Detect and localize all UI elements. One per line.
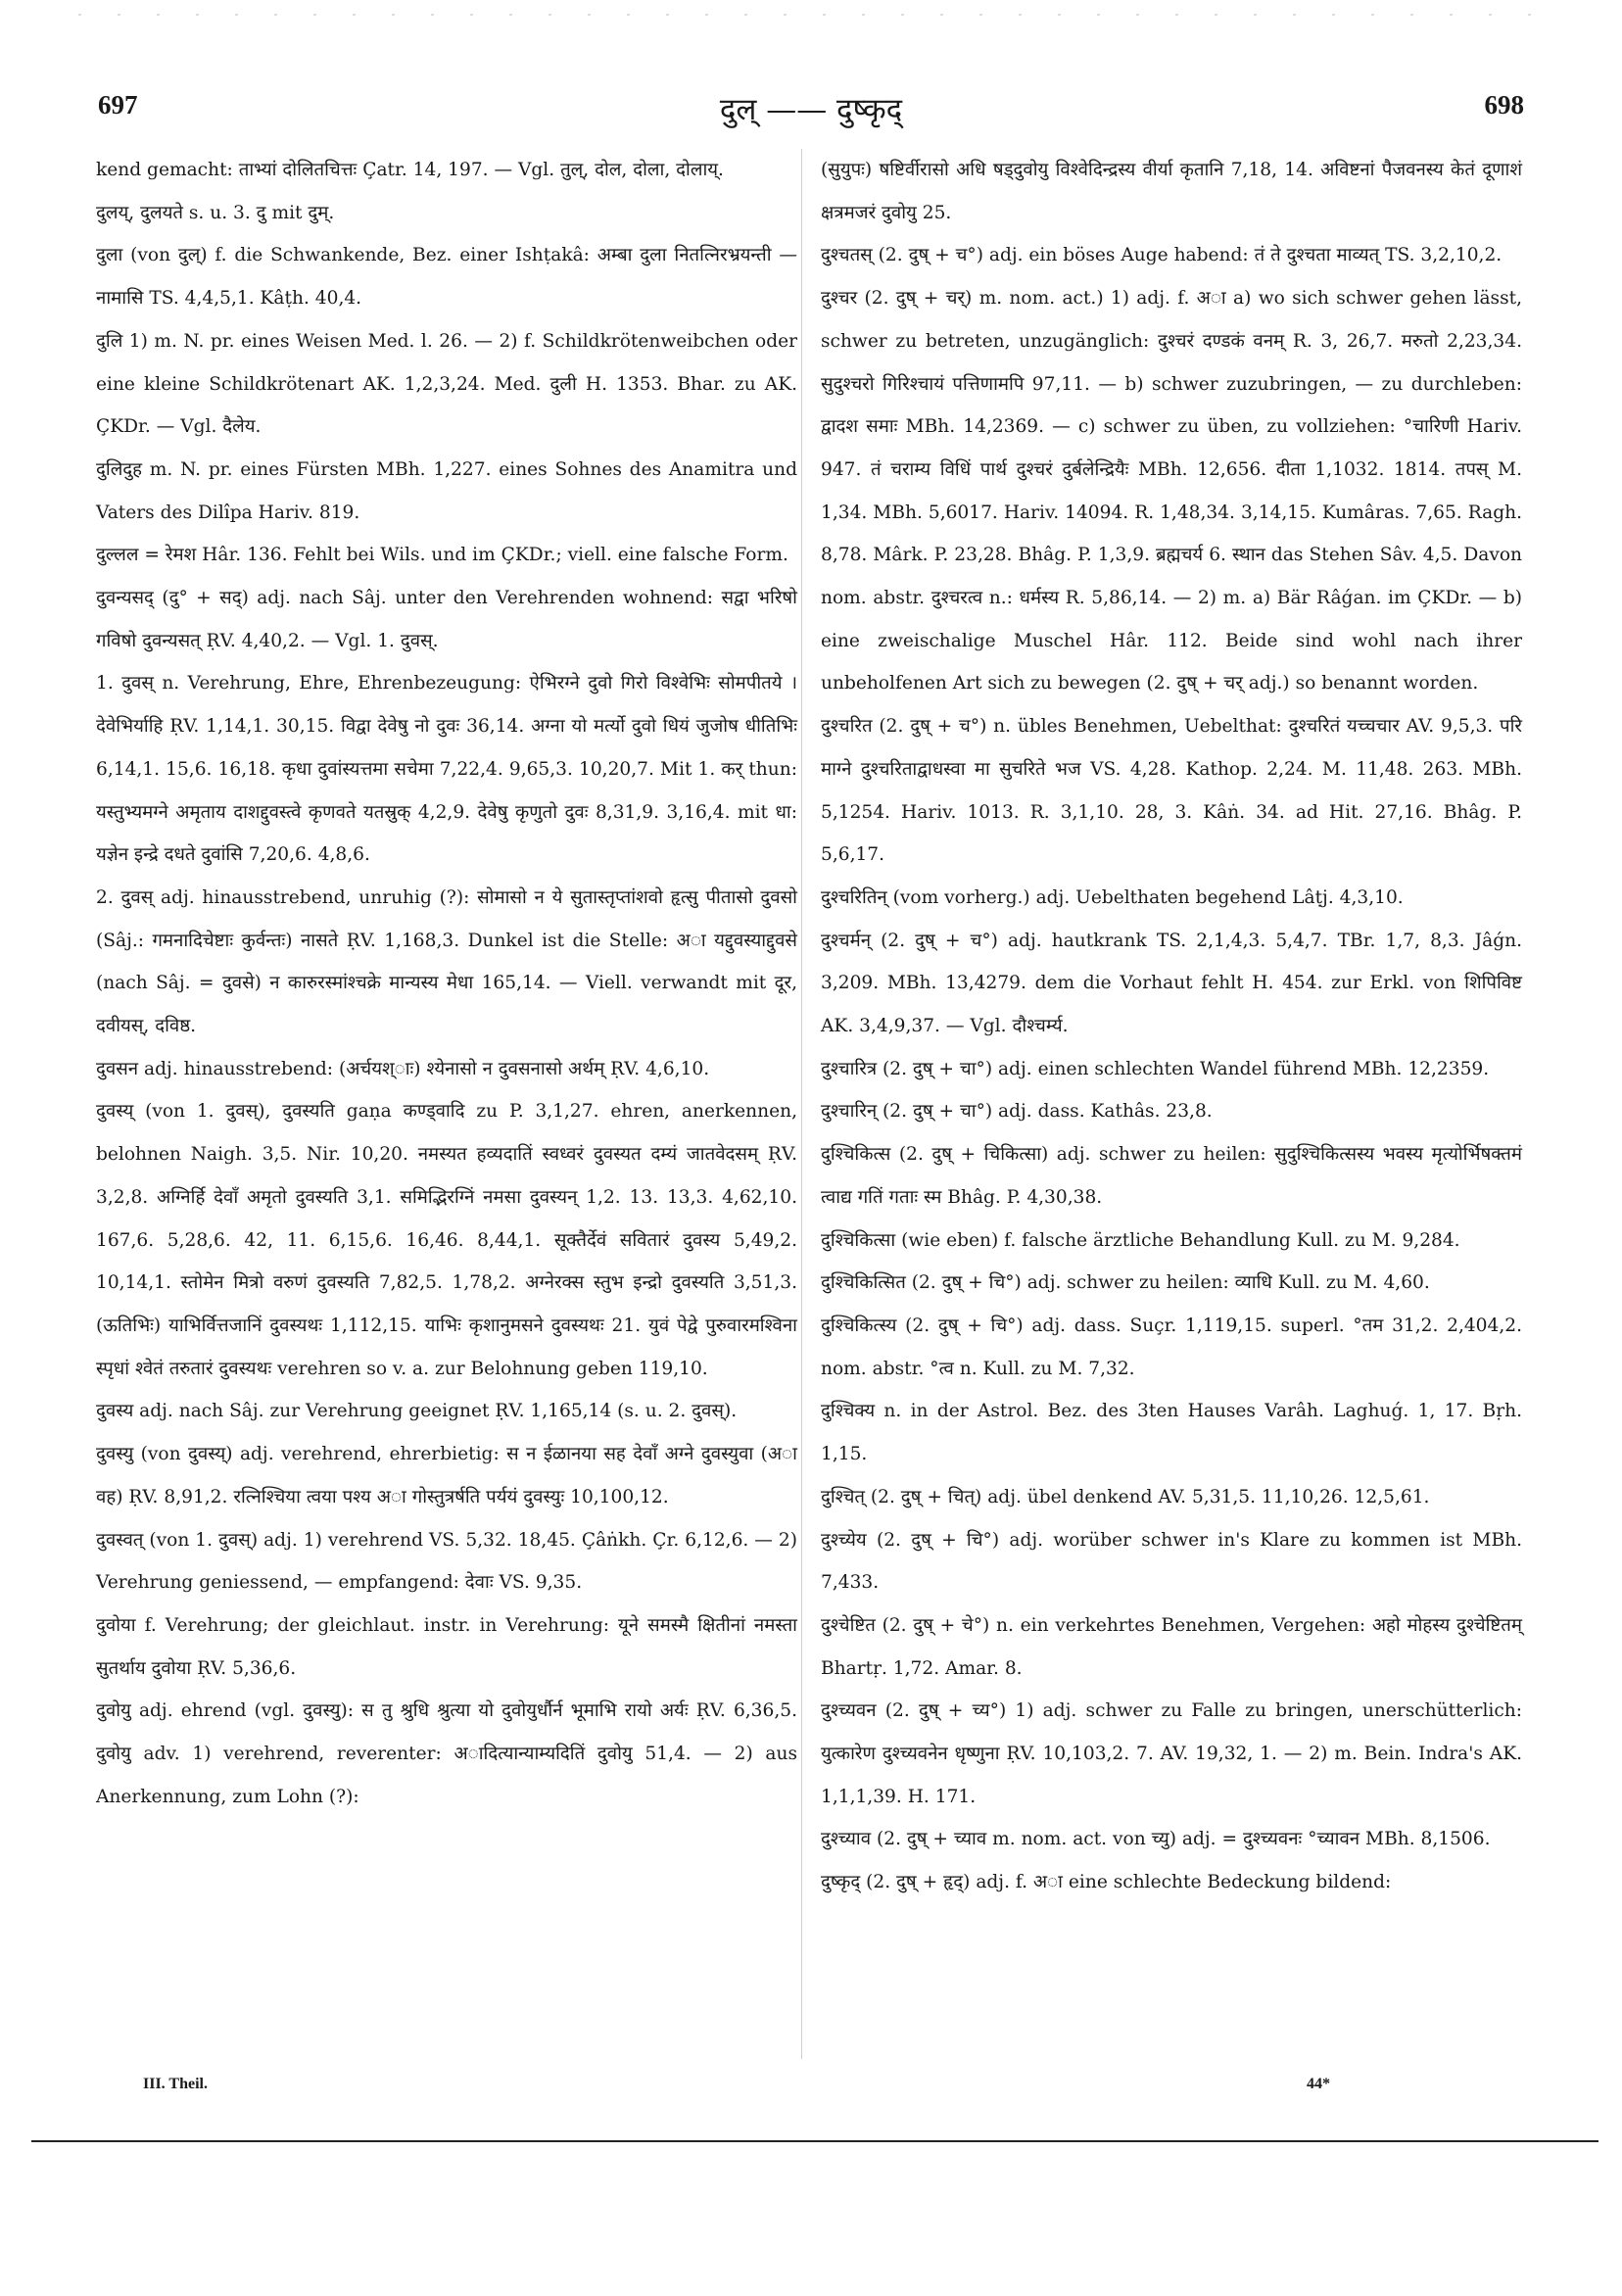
dictionary-entry: दुश्चिकित्स (2. दुष् + चिकित्सा) adj. schwer zu heilen: सुदुश्चिकित्सस्य भवस्य मृत्योर्भिषक्तमं त्वाद्य गतिं गताः स्म Bhâg. P. 4,30,38. bbox=[821, 1144, 1522, 1208]
dictionary-entry: दुश्चिकित्स्य (2. दुष् + चि°) adj. dass. Suçr. 1,119,15. superl. °तम 31,2. 2,404,2. nom. abstr. °त्व n. Kull. zu M. 7,32. bbox=[821, 1315, 1522, 1379]
column-divider bbox=[801, 149, 802, 2059]
dictionary-entry: दुल्लल = रेमश Hâr. 136. Fehlt bei Wils. und im ÇKDr.; viell. eine falsche Form. bbox=[96, 545, 788, 566]
dictionary-entry: दुवस्य adj. nach Sâj. zur Verehrung geeignet ṚV. 1,165,14 (s. u. 2. दुवस्). bbox=[96, 1401, 738, 1422]
right-column bbox=[821, 149, 1522, 1904]
dictionary-entry: दुवोयु adj. ehrend (vgl. दुवस्यु): स तु श्रुधि श्रुत्या यो दुवोयुर्धौर्न भूमाभि रायो अर्यः ṚV. 6,36,5. दुवोयु adv. 1) verehrend, reverenter: अादित्यान्याम्यदितिं दुवोयु 51,4. — 2) aus Anerkennung, zum Lohn (?): bbox=[96, 1700, 797, 1807]
dictionary-entry: दुष्कृद् (2. दुष् + हृद्) adj. f. अा eine schlechte Bedeckung bildend: bbox=[821, 1872, 1392, 1893]
dictionary-entry: दुश्च्येय (2. दुष् + चि°) adj. worüber schwer in's Klare zu kommen ist MBh. 7,433. bbox=[821, 1529, 1522, 1594]
dictionary-entry: दुवस्यु (von दुवस्य्) adj. verehrend, ehrerbietig: स न ईळानया सह देवाँ अग्ने दुवस्युवा (अा वह) ṚV. 8,91,2. रत्निश्चिया त्वया पश्य अा गोस्तुत्रर्षति पर्ययं दुवस्युः 10,100,12. bbox=[96, 1444, 797, 1507]
dictionary-entry: (सुयुपः) षष्टिर्वीरासो अधि षड्दुवोयु विश्वेदिन्द्रस्य वीर्या कृतानि 7,18, 14. अविष्टनां पैजवनस्य केतं दूणाशं क्षत्रमजरं दुवोयु 25. bbox=[821, 160, 1522, 223]
dictionary-entry: दुवन्यसद् (दु° + सद्) adj. nach Sâj. unter den Verehrenden wohnend: सद्वा भरिषो गविषो दुवन्यसत् ṚV. 4,40,2. — Vgl. 1. दुवस्. bbox=[96, 588, 797, 651]
dictionary-entry: दुश्च्याव (2. दुष् + च्याव m. nom. act. von च्यु) adj. = दुश्च्यवनः °च्यावन MBh. 8,1506. bbox=[821, 1829, 1491, 1850]
bottom-rule bbox=[31, 2140, 1598, 2142]
dictionary-entry: 1. दुवस् n. Verehrung, Ehre, Ehrenbezeugung: ऐभिरग्ने दुवो गिरो विश्वेभिः सोमपीतये । देवेभिर्याहि ṚV. 1,14,1. 30,15. विद्वा देवेषु नो दुवः 36,14. अग्ना यो मर्त्यो दुवो धियं जुजोष धीतिभिः 6,14,1. 15,6. 16,18. कृधा दुवांस्यत्तमा सचेमा 7,22,4. 9,65,3. 10,20,7. Mit 1. कर् thun: यस्तुभ्यमग्ने अमृताय दाशद्दुवस्त्वे कृणवते यतस्रुक् 4,2,9. देवेषु कृणुतो दुवः 8,31,9. 3,16,4. mit धा: यज्ञेन इन्द्रे दधते दुवांसि 7,20,6. 4,8,6. bbox=[96, 673, 797, 866]
dictionary-entry: दुलय्, दुलयते s. u. 3. दु mit दुम्. bbox=[96, 202, 335, 223]
dictionary-entry: दुश्चारित्र (2. दुष् + चा°) adj. einen schlechten Wandel führend MBh. 12,2359. bbox=[821, 1058, 1490, 1079]
dictionary-entry: दुश्चेष्टित (2. दुष् + चे°) n. ein verkehrtes Benehmen, Vergehen: अहो मोहस्य दुश्चेष्टितम् Bhartṛ. 1,72. Amar. 8. bbox=[821, 1614, 1522, 1679]
dictionary-entry: दुवस्य् (von 1. दुवस्), दुवस्यति gaṇa कण्ड्वादि zu P. 3,1,27. ehren, anerkennen, belohnen Naigh. 3,5. Nir. 10,20. नमस्यत हव्यदातिं स्वध्वरं दुवस्यत दम्यं जातवेदसम् ṚV. 3,2,8. अग्निर्हि देवाँ अमृतो दुवस्यति 3,1. समिद्भिरग्निं नमसा दुवस्यन् 1,2. 13. 13,3. 4,62,10. 167,6. 5,28,6. 42, 11. 6,15,6. 16,46. 8,44,1. सूक्तैर्देवं सवितारं दुवस्य 5,49,2. 10,14,1. स्तोमेन मित्रो वरुणं दुवस्यति 7,82,5. 1,78,2. अग्नेरक्स स्तुभ इन्द्रो दुवस्यति 3,51,3. (ऊतिभिः) याभिर्वित्तजानिं दुवस्यथः 1,112,15. याभिः कृशानुमसने दुवस्यथः 21. युवं पेद्वे पुरुवारमश्विना स्पृधां श्वेतं तरुतारं दुवस्यथः verehren so v. a. zur Belohnung geben 119,10. bbox=[96, 1101, 797, 1379]
footer-volume: III. Theil. bbox=[143, 2076, 208, 2092]
footer-signature: 44* bbox=[1307, 2076, 1330, 2092]
dictionary-entry: दुवसन adj. hinausstrebend: (अर्चयश्ाः) श्येनासो न दुवसनासो अर्थम् ṚV. 4,6,10. bbox=[96, 1058, 710, 1079]
dictionary-entry: दुला (von दुल्) f. die Schwankende, Bez. einer Ishṭakâ: अम्बा दुला नितत्निरभ्रयन्ती — नामासि TS. 4,4,5,1. Kâṭh. 40,4. bbox=[96, 245, 797, 310]
dictionary-entry: दुश्चरितिन् (vom vorherg.) adj. Uebelthaten begehend Lâṭj. 4,3,10. bbox=[821, 886, 1404, 908]
dictionary-entry: दुश्चर (2. दुष् + चर्) m. nom. act.) 1) adj. f. अा a) wo sich schwer gehen lässt, schwer zu betreten, unzugänglich: दुश्चरं दण्डकं वनम् R. 3, 26,7. मरुतो 2,23,34. सुदुश्चरो गिरिश्चायं पत्तिणामपि 97,11. — b) schwer zuzubringen, — zu durchleben: द्वादश समाः MBh. 14,2369. — c) schwer zu üben, zu vollziehen: °चारिणी Hariv. 947. तं चराम्य विधिं पार्थ दुश्चरं दुर्बलेन्द्रियैः MBh. 12,656. दीता 1,1032. 1814. तपस् M. 1,34. MBh. 5,6017. Hariv. 14094. R. 1,48,34. 3,14,15. Kumâras. 7,65. Ragh. 8,78. Mârk. P. 23,28. Bhâg. P. 1,3,9. ब्रह्मचर्य 6. स्थान das Stehen Sâv. 4,5. Davon nom. abstr. दुश्चरत्व n.: धर्मस्य R. 5,86,14. — 2) m. a) Bär Râǵan. im ÇKDr. — b) eine zweischalige Muschel Hâr. 112. Beide sind wohl nach ihrer unbeholfenen Art sich zu bewegen (2. दुष् + चर् adj.) so benannt worden. bbox=[821, 288, 1522, 694]
dictionary-entry: दुश्चिक्य n. in der Astrol. Bez. des 3ten Hauses Varâh. Laghuǵ. 1, 17. Bṛh. 1,15. bbox=[821, 1401, 1522, 1465]
dictionary-entry: दुश्चर्मन् (2. दुष् + च°) adj. hautkrank TS. 2,1,4,3. 5,4,7. TBr. 1,7, 8,3. Jâǵn. 3,209. MBh. 13,4279. dem die Vorhaut fehlt H. 454. zur Erkl. von शिपिविष्ट AK. 3,4,9,37. — Vgl. दौश्चर्म्य. bbox=[821, 930, 1522, 1037]
scan-artifact-line bbox=[78, 14, 1548, 16]
dictionary-entry: kend gemacht: ताभ्यां दोलितचित्तः Çatr. 14, 197. — Vgl. तुल्, दोल, दोला, दोलाय्. bbox=[96, 160, 724, 180]
dictionary-entry: दुश्चित् (2. दुष् + चित्) adj. übel denkend AV. 5,31,5. 11,10,26. 12,5,61. bbox=[821, 1486, 1430, 1507]
dictionary-entry: दुश्चिकित्सा (wie eben) f. falsche ärztliche Behandlung Kull. zu M. 9,284. bbox=[821, 1229, 1460, 1251]
dictionary-entry: दुलिदुह m. N. pr. eines Fürsten MBh. 1,227. eines Sohnes des Anamitra und Vaters des Dilîpa Hariv. 819. bbox=[96, 458, 797, 523]
dictionary-entry: दुलि 1) m. N. pr. eines Weisen Med. l. 26. — 2) f. Schildkrötenweibchen oder eine kleine Schildkrötenart AK. 1,2,3,24. Med. दुली H. 1353. Bhar. zu AK. ÇKDr. — Vgl. दैलेय. bbox=[96, 330, 797, 438]
page-number-left: 697 bbox=[98, 90, 138, 120]
dictionary-entry: दुश्चतस् (2. दुष् + च°) adj. ein böses Auge habend: तं ते दुश्चता माव्यत् TS. 3,2,10,2. bbox=[821, 245, 1503, 266]
page-number-right: 698 bbox=[1484, 90, 1524, 120]
dictionary-entry: दुवस्वत् (von 1. दुवस्) adj. 1) verehrend VS. 5,32. 18,45. Çâṅkh. Çr. 6,12,6. — 2) Verehrung geniessend, — empfangend: देवाः VS. 9,35. bbox=[96, 1529, 797, 1594]
dictionary-entry: दुश्च्यवन (2. दुष् + च्य°) 1) adj. schwer zu Falle zu bringen, unerschütterlich: युत्कारेण दुश्च्यवनेन धृष्णुना ṚV. 10,103,2. 7. AV. 19,32, 1. — 2) m. Bein. Indra's AK. 1,1,1,39. H. 171. bbox=[821, 1700, 1522, 1807]
dictionary-entry: दुश्चारिन् (2. दुष् + चा°) adj. dass. Kathâs. 23,8. bbox=[821, 1101, 1213, 1123]
dictionary-entry: दुश्चरित (2. दुष् + च°) n. übles Benehmen, Uebelthat: दुश्चरितं यच्चचार AV. 9,5,3. परि माग्ने दुश्चरिताद्वाधस्वा मा सुचरिते भज VS. 4,28. Kathop. 2,24. M. 11,48. 263. MBh. 5,1254. Hariv. 1013. R. 3,1,10. 28, 3. Kâṅ. 34. ad Hit. 27,16. Bhâg. P. 5,6,17. bbox=[821, 716, 1522, 866]
left-column bbox=[96, 149, 797, 1818]
page-header-title: दुल् —— दुष्कृद् bbox=[719, 92, 903, 127]
dictionary-entry: दुश्चिकित्सित (2. दुष् + चि°) adj. schwer zu heilen: व्याधि Kull. zu M. 4,60. bbox=[821, 1272, 1430, 1294]
dictionary-entry: दुवोया f. Verehrung; der gleichlaut. instr. in Verehrung: यूने समस्मै क्षितीनां नमस्ता सुतर्थाय दुवोया ṚV. 5,36,6. bbox=[96, 1614, 797, 1679]
dictionary-entry: 2. दुवस् adj. hinausstrebend, unruhig (?): सोमासो न ये सुतास्तृप्तांशवो हृत्सु पीतासो दुवसो (Sâj.: गमनादिचेष्टाः कुर्वन्तः) नासते ṚV. 1,168,3. Dunkel ist die Stelle: अा यद्दुवस्याद्दुवसे (nach Sâj. = दुवसे) न कारुरस्मांश्चक्रे मान्यस्य मेधा 165,14. — Viell. verwandt mit दूर, दवीयस्, दविष्ठ. bbox=[96, 886, 797, 1037]
